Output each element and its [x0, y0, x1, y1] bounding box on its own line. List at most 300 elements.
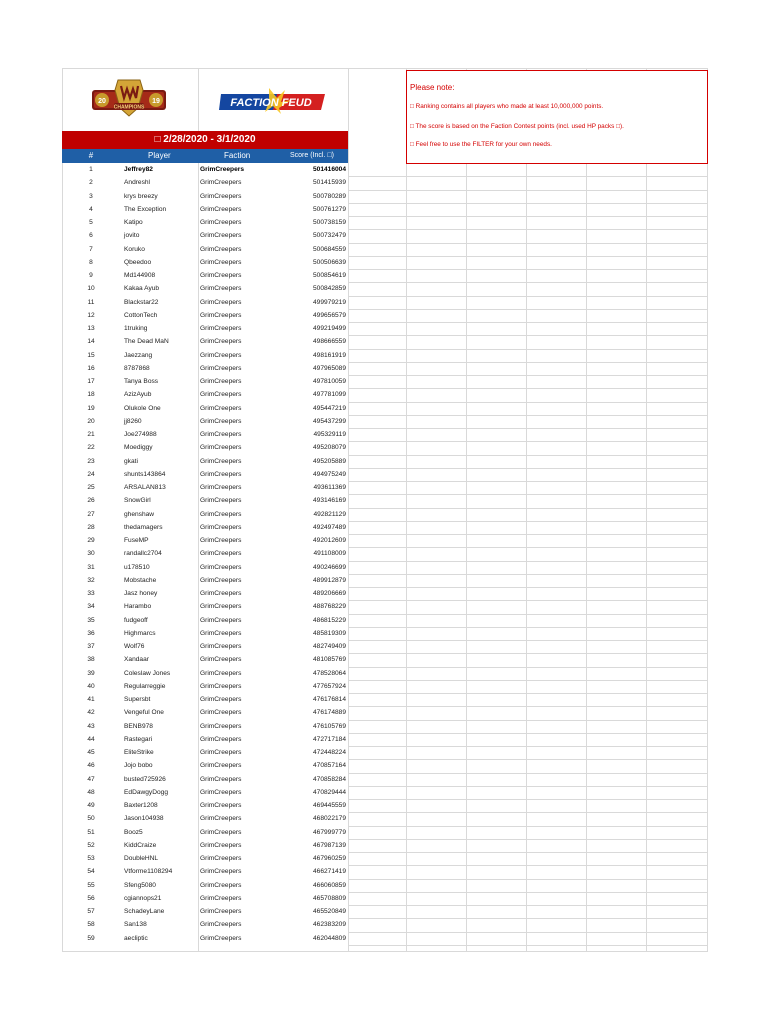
cell-score[interactable]: 472448224	[312, 749, 346, 756]
cell-player[interactable]: Katipo	[124, 219, 143, 226]
cell-faction[interactable]: GrimCreepers	[200, 788, 242, 796]
cell-rank[interactable]: 44	[87, 735, 95, 743]
table-row	[62, 415, 348, 428]
cell-rank[interactable]: 5	[89, 219, 93, 226]
cell-rank[interactable]: 21	[87, 431, 95, 438]
cell-faction[interactable]: GrimCreepers	[200, 881, 242, 889]
cell-player[interactable]: FuseMP	[124, 537, 149, 544]
cell-score[interactable]: 470858284	[312, 775, 346, 783]
cell-faction[interactable]: GrimCreepers	[200, 616, 242, 624]
cell-score[interactable]: 488768229	[312, 603, 346, 611]
cell-faction[interactable]: GrimCreepers	[200, 603, 242, 611]
cell-faction[interactable]: GrimCreepers	[200, 497, 242, 505]
cell-player[interactable]: shunts143864	[124, 470, 166, 478]
cell-player[interactable]: KiddCraize	[124, 841, 157, 849]
cell-player[interactable]: Booz5	[124, 828, 143, 836]
cell-faction[interactable]: GrimCreepers	[200, 470, 242, 478]
cell-faction[interactable]: GrimCreepers	[200, 709, 242, 717]
cell-rank[interactable]: 15	[87, 351, 95, 359]
cell-faction[interactable]: GrimCreepers	[200, 378, 242, 385]
cell-faction[interactable]: GrimCreepers	[200, 179, 242, 187]
cell-score[interactable]: 498161919	[312, 351, 346, 359]
cell-score[interactable]: 497781099	[312, 391, 346, 399]
cell-faction[interactable]: GrimCreepers	[200, 656, 242, 664]
cell-rank[interactable]: 11	[87, 298, 95, 306]
note-line: □ The score is based on the Faction Contest points (incl. used HP packs □).	[410, 123, 624, 130]
grid-line	[348, 905, 708, 906]
cell-score[interactable]: 469445559	[312, 802, 346, 809]
cell-faction[interactable]: GrimCreepers	[200, 192, 242, 200]
cell-player[interactable]: ARSALAN813	[124, 484, 166, 491]
cell-score[interactable]: 499219499	[312, 325, 346, 332]
grid-line	[646, 68, 647, 952]
cell-faction[interactable]: GrimCreepers	[200, 908, 242, 915]
grid-line	[348, 322, 708, 323]
cell-score[interactable]: 500761279	[312, 205, 346, 213]
cell-player[interactable]: CottonTech	[124, 311, 158, 319]
cell-faction[interactable]: GrimCreepers	[200, 550, 242, 558]
cell-faction[interactable]: GrimCreepers	[200, 245, 242, 253]
cell-player[interactable]: thedamagers	[124, 523, 163, 531]
cell-faction[interactable]: GrimCreepers	[200, 894, 242, 902]
grid-line	[348, 547, 708, 548]
cell-player[interactable]: Vengeful One	[124, 709, 164, 717]
cell-player[interactable]: Harambo	[124, 603, 152, 611]
cell-score[interactable]: 477657924	[312, 682, 346, 690]
cell-faction[interactable]: GrimCreepers	[200, 325, 242, 332]
cell-rank[interactable]: 30	[87, 550, 95, 558]
cell-rank[interactable]: 41	[87, 696, 95, 703]
cell-player[interactable]: u178510	[124, 563, 150, 571]
cell-player[interactable]: EliteStrike	[124, 749, 154, 756]
cell-score[interactable]: 476105769	[312, 722, 346, 730]
cell-rank[interactable]: 27	[87, 510, 95, 518]
cell-score[interactable]: 467999779	[312, 828, 346, 836]
cell-rank[interactable]: 46	[87, 762, 95, 770]
cell-rank[interactable]: 13	[87, 325, 95, 332]
cell-score[interactable]: 481085769	[312, 656, 346, 664]
grid-line	[348, 587, 708, 588]
header-rank[interactable]: #	[88, 151, 94, 160]
header-faction[interactable]: Faction	[224, 151, 251, 160]
cell-player[interactable]: fudgeoff	[124, 616, 148, 624]
cell-faction[interactable]: GrimCreepers	[200, 868, 242, 876]
table-row	[62, 229, 348, 242]
cell-faction[interactable]: GrimCreepers	[200, 669, 242, 677]
grid-line	[466, 68, 467, 952]
cell-rank[interactable]: 29	[87, 537, 95, 544]
cell-faction[interactable]: GrimCreepers	[200, 537, 242, 544]
cell-rank[interactable]: 1	[89, 166, 93, 173]
cell-player[interactable]: Sfeng5080	[124, 881, 156, 889]
cell-rank[interactable]: 40	[87, 682, 95, 690]
cell-rank[interactable]: 33	[87, 590, 95, 597]
cell-player[interactable]: Md144908	[124, 272, 156, 279]
cell-faction[interactable]: GrimCreepers	[200, 643, 242, 650]
table-row	[62, 680, 348, 693]
cell-score[interactable]: 500684559	[312, 245, 346, 253]
grid-line	[348, 229, 708, 230]
cell-rank[interactable]: 16	[87, 364, 95, 372]
cell-faction[interactable]: GrimCreepers	[200, 576, 242, 584]
cell-score[interactable]: 476176814	[312, 696, 346, 703]
cell-score[interactable]: 467987139	[312, 841, 346, 849]
cell-score[interactable]: 478528064	[312, 669, 346, 677]
cell-faction[interactable]: GrimCreepers	[200, 828, 242, 836]
cell-player[interactable]: AzizAyub	[124, 391, 152, 399]
table-row	[62, 508, 348, 521]
cell-score[interactable]: 489206669	[312, 590, 346, 597]
cell-score[interactable]: 500842859	[312, 285, 346, 293]
cell-rank[interactable]: 28	[87, 523, 95, 531]
cell-score[interactable]: 500738159	[312, 219, 346, 226]
cell-rank[interactable]: 54	[87, 868, 95, 876]
cell-faction[interactable]: GrimCreepers	[200, 735, 242, 743]
cell-rank[interactable]: 49	[87, 802, 95, 809]
cell-faction[interactable]: GrimCreepers	[200, 285, 242, 293]
grid-line	[348, 309, 708, 310]
cell-score[interactable]: 466060859	[312, 881, 346, 889]
cell-faction[interactable]: GrimCreepers	[200, 696, 242, 703]
cell-score[interactable]: 491108009	[313, 550, 346, 558]
cell-rank[interactable]: 37	[87, 643, 95, 650]
table-row	[62, 282, 348, 295]
cell-score[interactable]: 495447219	[312, 404, 346, 412]
cell-player[interactable]: Vtforme1108294	[124, 868, 173, 876]
cell-rank[interactable]: 51	[87, 828, 95, 836]
cell-player[interactable]: jovito	[124, 232, 140, 240]
grid-line	[348, 826, 708, 827]
cell-faction[interactable]: GrimCreepers	[200, 563, 242, 571]
cell-faction[interactable]: GrimCreepers	[200, 457, 242, 465]
cell-rank[interactable]: 48	[87, 788, 95, 796]
cell-score[interactable]: 500780289	[312, 192, 346, 200]
logo-year-left: 20	[98, 98, 106, 105]
cell-score[interactable]: 472717184	[312, 735, 346, 743]
cell-player[interactable]: Andreshl	[124, 179, 151, 187]
cell-player[interactable]: San138	[124, 921, 147, 929]
cell-rank[interactable]: 9	[89, 272, 93, 279]
cell-rank[interactable]: 4	[89, 205, 93, 213]
cell-score[interactable]: 465520849	[312, 908, 346, 915]
cell-rank[interactable]: 17	[87, 378, 95, 385]
grid-line	[348, 720, 708, 721]
cell-rank[interactable]: 58	[87, 921, 95, 929]
cell-score[interactable]: 482749409	[312, 643, 346, 650]
cell-faction[interactable]: GrimCreepers	[200, 775, 242, 783]
note-line: □ Feel free to use the FILTER for your own needs.	[410, 141, 552, 148]
cell-faction[interactable]: GrimCreepers	[200, 232, 242, 240]
grid-line	[348, 415, 708, 416]
table-row	[62, 587, 348, 600]
cell-rank[interactable]: 14	[87, 338, 95, 346]
cell-player[interactable]: 1truking	[124, 325, 148, 332]
cell-faction[interactable]: GrimCreepers	[200, 272, 242, 279]
header-player[interactable]: Player	[148, 151, 171, 160]
cell-rank[interactable]: 25	[87, 484, 95, 491]
cell-rank[interactable]: 35	[87, 616, 95, 624]
header-score[interactable]: Score (Incl. □)	[290, 152, 334, 159]
cell-score[interactable]: 500854619	[312, 272, 346, 279]
grid-line	[348, 282, 708, 283]
cell-player[interactable]: Kakaa Ayub	[124, 285, 160, 293]
cell-player[interactable]: cgiannops21	[124, 894, 162, 902]
cell-faction[interactable]: GrimCreepers	[200, 219, 242, 226]
cell-player[interactable]: DoubleHNL	[124, 855, 159, 862]
cell-rank[interactable]: 56	[87, 894, 95, 902]
cell-score[interactable]: 497810059	[312, 378, 346, 385]
cell-score[interactable]: 500506639	[312, 258, 346, 266]
cell-rank[interactable]: 53	[87, 855, 95, 862]
cell-rank[interactable]: 2	[89, 179, 93, 187]
table-row	[62, 706, 348, 719]
cell-score[interactable]: 489912879	[312, 576, 346, 584]
cell-rank[interactable]: 34	[87, 603, 95, 611]
cell-rank[interactable]: 52	[87, 841, 95, 849]
cell-player[interactable]: Jojo bobo	[124, 762, 153, 770]
cell-player[interactable]: Jaezzang	[124, 351, 153, 359]
cell-rank[interactable]: 20	[87, 417, 95, 425]
grid-line	[348, 468, 708, 469]
cell-player[interactable]: Blackstar22	[124, 298, 159, 306]
cell-player[interactable]: SchadeyLane	[124, 908, 165, 915]
table-row	[62, 521, 348, 534]
cell-player[interactable]: BENB978	[124, 722, 153, 730]
cell-score[interactable]: 495208079	[312, 444, 346, 452]
cell-faction[interactable]: GrimCreepers	[200, 205, 242, 213]
cell-faction[interactable]: GrimCreepers	[200, 802, 242, 809]
grid-line	[348, 852, 708, 853]
cell-score[interactable]: 476174889	[312, 709, 346, 717]
cell-score[interactable]: 493611369	[313, 484, 346, 491]
cell-score[interactable]: 466271419	[312, 868, 346, 876]
cell-score[interactable]: 499656579	[312, 311, 346, 319]
cell-score[interactable]: 501416004	[312, 166, 346, 173]
cell-rank[interactable]: 10	[87, 285, 95, 293]
cell-score[interactable]: 465708809	[312, 894, 346, 902]
cell-score[interactable]: 497965089	[312, 364, 346, 372]
cell-score[interactable]: 492012609	[312, 537, 346, 544]
cell-faction[interactable]: GrimCreepers	[200, 391, 242, 399]
table-row	[62, 455, 348, 468]
cell-rank[interactable]: 18	[87, 391, 95, 399]
grid-line	[348, 773, 708, 774]
cell-rank[interactable]: 12	[87, 311, 95, 319]
cell-score[interactable]: 470857164	[312, 762, 346, 770]
cell-player[interactable]: EdDawgyDogg	[124, 788, 168, 796]
table-row	[62, 481, 348, 494]
cell-rank[interactable]: 57	[87, 908, 95, 915]
cell-rank[interactable]: 50	[87, 815, 95, 823]
grid-line	[348, 614, 708, 615]
cell-score[interactable]: 495205889	[312, 457, 346, 465]
cell-rank[interactable]: 7	[89, 245, 93, 253]
cell-rank[interactable]: 39	[87, 669, 95, 677]
cell-player[interactable]: Qbeedoo	[124, 258, 152, 266]
cell-faction[interactable]: GrimCreepers	[200, 629, 242, 637]
cell-faction[interactable]: GrimCreepers	[200, 934, 242, 942]
table-row	[62, 375, 348, 388]
grid-line	[348, 441, 708, 442]
cell-score[interactable]: 499979219	[312, 298, 346, 306]
cell-faction[interactable]: GrimCreepers	[200, 815, 242, 823]
table-row	[62, 918, 348, 931]
grid-line	[348, 812, 708, 813]
cell-faction[interactable]: GrimCreepers	[200, 404, 242, 412]
cell-rank[interactable]: 6	[89, 232, 93, 240]
ranking-table-body	[62, 163, 348, 945]
cell-faction[interactable]: GrimCreepers	[200, 444, 242, 452]
cell-score[interactable]: 490246699	[312, 563, 346, 571]
cell-player[interactable]: 8787868	[124, 364, 150, 372]
table-row	[62, 256, 348, 269]
cell-faction[interactable]: GrimCreepers	[200, 258, 242, 266]
cell-score[interactable]: 495437299	[312, 417, 346, 425]
cell-rank[interactable]: 19	[87, 404, 95, 412]
cell-score[interactable]: 462383209	[312, 921, 346, 929]
cell-faction[interactable]: GrimCreepers	[200, 762, 242, 770]
cell-rank[interactable]: 43	[87, 722, 95, 730]
cell-faction[interactable]: GrimCreepers	[200, 351, 242, 359]
cell-player[interactable]: Jasz honey	[124, 590, 158, 597]
cell-rank[interactable]: 36	[87, 629, 95, 637]
cell-player[interactable]: busted725926	[124, 775, 166, 783]
cell-rank[interactable]: 38	[87, 656, 95, 664]
cell-player[interactable]: Wolf76	[124, 643, 145, 650]
cell-player[interactable]: Tanya Boss	[124, 378, 159, 385]
cell-score[interactable]: 501415939	[312, 179, 346, 187]
cell-rank[interactable]: 45	[87, 749, 95, 756]
cell-faction[interactable]: GrimCreepers	[200, 921, 242, 929]
grid-line	[348, 494, 708, 495]
cell-rank[interactable]: 42	[87, 709, 95, 717]
table-row	[62, 243, 348, 256]
grid-line	[348, 561, 708, 562]
cell-player[interactable]: Coleslaw Jones	[124, 669, 171, 677]
cell-faction[interactable]: GrimCreepers	[200, 298, 242, 306]
cell-player[interactable]: Supersbt	[124, 696, 151, 703]
cell-score[interactable]: 462044809	[312, 934, 346, 942]
cell-rank[interactable]: 32	[87, 576, 95, 584]
cell-faction[interactable]: GrimCreepers	[200, 523, 242, 531]
cell-faction[interactable]: GrimCreepers	[200, 166, 244, 173]
table-row	[62, 812, 348, 825]
cell-faction[interactable]: GrimCreepers	[200, 841, 242, 849]
cell-faction[interactable]: GrimCreepers	[200, 510, 242, 518]
cell-faction[interactable]: GrimCreepers	[200, 722, 242, 730]
cell-player[interactable]: The Exception	[124, 205, 167, 213]
cell-rank[interactable]: 3	[89, 192, 93, 200]
cell-faction[interactable]: GrimCreepers	[200, 590, 242, 597]
cell-rank[interactable]: 23	[87, 457, 95, 465]
cell-faction[interactable]: GrimCreepers	[200, 338, 242, 346]
table-row	[62, 402, 348, 415]
cell-score[interactable]: 498666559	[312, 338, 346, 346]
cell-faction[interactable]: GrimCreepers	[200, 855, 242, 862]
logo-champions-text: CHAMPIONS	[113, 104, 145, 111]
cell-player[interactable]: Mobstache	[124, 576, 157, 584]
cell-rank[interactable]: 26	[87, 497, 95, 505]
faction-feud-logo	[219, 88, 327, 114]
grid-line	[348, 786, 708, 787]
cell-faction[interactable]: GrimCreepers	[200, 749, 242, 756]
cell-player[interactable]: gkati	[124, 457, 138, 465]
cell-score[interactable]: 468022179	[312, 815, 346, 823]
wwe-champions-logo	[88, 78, 170, 122]
cell-faction[interactable]: GrimCreepers	[200, 364, 242, 372]
cell-rank[interactable]: 55	[87, 881, 95, 889]
cell-player[interactable]: randallc2704	[124, 550, 162, 558]
cell-player[interactable]: SnowGirl	[124, 497, 151, 505]
cell-score[interactable]: 500732479	[312, 232, 346, 240]
table-row	[62, 176, 348, 189]
cell-player[interactable]: Rastegari	[124, 735, 153, 743]
note-title: Please note:	[410, 83, 455, 92]
grid-line	[348, 640, 708, 641]
cell-player[interactable]: jj8260	[124, 417, 142, 425]
cell-score[interactable]: 486815229	[312, 616, 346, 624]
cell-player[interactable]: Koruko	[124, 245, 145, 253]
grid-line	[348, 68, 349, 952]
table-row	[62, 627, 348, 640]
cell-rank[interactable]: 22	[87, 444, 95, 452]
cell-player[interactable]: Jeffrey82	[124, 166, 153, 173]
grid-line	[348, 600, 708, 601]
cell-player[interactable]: Jason104938	[124, 815, 164, 823]
cell-player[interactable]: The Dead MaN	[124, 338, 169, 346]
cell-faction[interactable]: GrimCreepers	[200, 431, 242, 438]
cell-score[interactable]: 493146169	[312, 497, 346, 505]
cell-player[interactable]: Xandaar	[124, 656, 149, 664]
cell-rank[interactable]: 59	[87, 934, 95, 942]
cell-score[interactable]: 495329119	[313, 431, 346, 438]
cell-player[interactable]: Olukole One	[124, 404, 161, 412]
cell-player[interactable]: Highmarcs	[124, 629, 156, 637]
cell-player[interactable]: krys breezy	[124, 192, 158, 200]
cell-score[interactable]: 470829444	[312, 788, 346, 796]
grid-line	[348, 879, 708, 880]
table-row	[62, 614, 348, 627]
cell-rank[interactable]: 47	[87, 775, 95, 783]
cell-player[interactable]: Regularreggie	[124, 682, 166, 690]
table-row	[62, 600, 348, 613]
cell-player[interactable]: aecliptic	[124, 934, 148, 942]
cell-rank[interactable]: 24	[87, 470, 95, 478]
cell-score[interactable]: 494975249	[312, 470, 346, 478]
cell-player[interactable]: Joe274988	[124, 431, 157, 438]
table-row	[62, 879, 348, 892]
cell-score[interactable]: 467960259	[312, 855, 346, 862]
cell-player[interactable]: Baxter1208	[124, 802, 158, 809]
grid-line	[348, 402, 708, 403]
grid-line	[348, 269, 708, 270]
cell-score[interactable]: 492497489	[312, 523, 346, 531]
cell-score[interactable]: 492821129	[313, 510, 346, 518]
grid-line	[348, 574, 708, 575]
cell-player[interactable]: Moediggy	[124, 444, 153, 452]
table-row	[62, 839, 348, 852]
cell-rank[interactable]: 8	[89, 258, 93, 266]
cell-player[interactable]: ghenshaw	[124, 510, 155, 518]
cell-faction[interactable]: GrimCreepers	[200, 484, 242, 491]
grid-line	[586, 68, 587, 952]
cell-faction[interactable]: GrimCreepers	[200, 682, 242, 690]
cell-rank[interactable]: 31	[87, 563, 95, 571]
grid-line	[348, 362, 708, 363]
cell-faction[interactable]: GrimCreepers	[200, 417, 242, 425]
cell-score[interactable]: 485819309	[312, 629, 346, 637]
cell-faction[interactable]: GrimCreepers	[200, 311, 242, 319]
